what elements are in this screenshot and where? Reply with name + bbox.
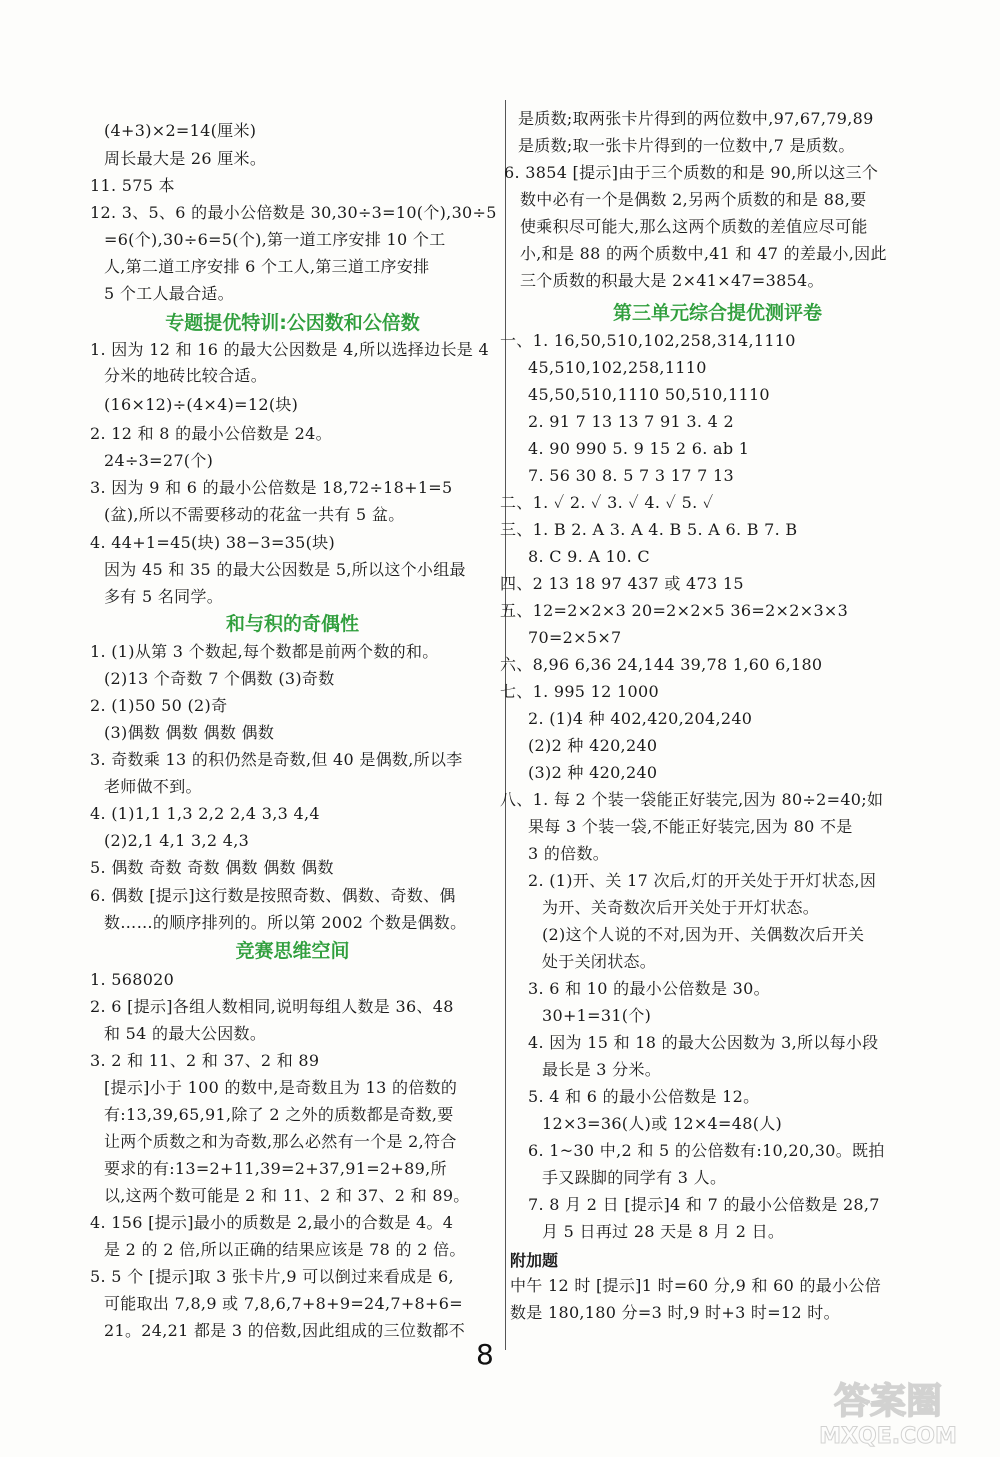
- right-answer-line: 手又跺脚的同学有 3 人。: [542, 1168, 727, 1187]
- left-answer-line: 是 2 的 2 倍,所以正确的结果应该是 78 的 2 倍。: [104, 1240, 466, 1259]
- right-answer-line: 小,和是 88 的两个质数中,41 和 47 的差最小,因此: [520, 244, 887, 263]
- right-answer-line: (2)2 种 420,240: [528, 736, 658, 755]
- right-answer-line: 处于关闭状态。: [542, 952, 657, 971]
- left-answer-line: 4. 156 [提示]最小的质数是 2,最小的合数是 4。4: [90, 1213, 454, 1232]
- right-answer-line: 3. 6 和 10 的最小公倍数是 30。: [528, 979, 770, 998]
- column-divider: [505, 100, 506, 1350]
- right-answer-line: 3 的倍数。: [528, 844, 610, 863]
- right-answer-line: 中午 12 时 [提示]1 时=60 分,9 和 60 的最小公倍: [510, 1276, 882, 1295]
- right-answer-line: 45,510,102,258,1110: [528, 358, 707, 377]
- right-answer-line: 2. (1)4 种 402,420,204,240: [528, 709, 753, 728]
- right-answer-line: 6. 1~30 中,2 和 5 的公倍数有:10,20,30。既拍: [528, 1141, 885, 1160]
- right-answer-line: 三、1. B 2. A 3. A 4. B 5. A 6. B 7. B: [500, 520, 798, 539]
- right-answer-line: 五、12=2×2×3 20=2×2×5 36=2×2×3×3: [500, 601, 849, 620]
- left-answer-line: 分米的地砖比较合适。: [104, 366, 268, 385]
- left-answer-line: 4. 44+1=45(块) 38−3=35(块): [90, 533, 336, 552]
- left-answer-line: 因为 45 和 35 的最大公因数是 5,所以这个小组最: [104, 560, 466, 579]
- right-answer-line: 4. 90 990 5. 9 15 2 6. ab 1: [528, 439, 750, 458]
- section-heading: 和与积的奇偶性: [225, 613, 359, 635]
- right-answer-line: 使乘积尽可能大,那么这两个质数的差值应尽可能: [520, 217, 868, 236]
- right-answer-line: 一、1. 16,50,510,102,258,314,1110: [500, 331, 796, 350]
- watermark-text: 答案圈: [833, 1381, 943, 1422]
- right-answer-line: 5. 4 和 6 的最小公倍数是 12。: [528, 1087, 760, 1106]
- right-answer-line: 是质数;取一张卡片得到的一位数中,7 是质数。: [518, 136, 855, 155]
- left-answer-line: 11. 575 本: [90, 176, 175, 195]
- right-answer-line: 最长是 3 分米。: [542, 1060, 662, 1079]
- left-answer-line: 周长最大是 26 厘米。: [104, 149, 267, 168]
- left-answer-line: [提示]小于 100 的数中,是奇数且为 13 的倍数的: [104, 1078, 458, 1097]
- right-answer-line: 8. C 9. A 10. C: [528, 547, 650, 566]
- left-answer-line: 5. 5 个 [提示]取 3 张卡片,9 可以倒过来看成是 6,: [90, 1267, 454, 1286]
- left-answer-line: 5. 偶数 奇数 奇数 偶数 偶数 偶数: [90, 858, 334, 877]
- left-answer-line: 5 个工人最合适。: [104, 284, 234, 303]
- left-answer-line: 老师做不到。: [104, 777, 202, 796]
- watermark-logo: [788, 1371, 988, 1451]
- right-answer-line: 是质数;取两张卡片得到的两位数中,97,67,79,89: [518, 109, 874, 128]
- right-answer-line: 7. 56 30 8. 5 7 3 17 7 13: [528, 466, 734, 485]
- left-answer-line: 12. 3、5、6 的最小公倍数是 30,30÷3=10(个),30÷5: [90, 203, 497, 222]
- right-answer-line: 三个质数的积最大是 2×41×47=3854。: [520, 271, 824, 290]
- right-answer-line: 果每 3 个装一袋,不能正好装完,因为 80 不是: [528, 817, 853, 836]
- left-answer-line: (2)2,1 4,1 3,2 4,3: [104, 831, 250, 850]
- right-answer-line: 二、1. ✓ 2. ✓ 3. ✓ 4. ✓ 5. ✓: [500, 493, 714, 512]
- section-heading: 专题提优特训:公因数和公倍数: [165, 312, 420, 334]
- left-answer-line: 3. 因为 9 和 6 的最小公倍数是 18,72÷18+1=5: [90, 478, 453, 497]
- section-heading: 竞赛思维空间: [235, 940, 350, 962]
- right-answer-line: 70=2×5×7: [528, 628, 622, 647]
- right-answer-line: 六、8,96 6,36 24,144 39,78 1,60 6,180: [500, 655, 823, 674]
- left-answer-line: 24÷3=27(个): [104, 451, 214, 470]
- right-answer-line: 数中必有一个是偶数 2,另两个质数的和是 88,要: [520, 190, 867, 209]
- right-answer-line: 2. (1)开、关 17 次后,灯的开关处于开灯状态,因: [528, 871, 877, 890]
- left-answer-line: (4+3)×2=14(厘米): [104, 121, 257, 140]
- left-answer-line: 21。24,21 都是 3 的倍数,因此组成的三位数都不: [104, 1321, 466, 1340]
- left-answer-line: 有:13,39,65,91,除了 2 之外的质数都是奇数,要: [104, 1105, 454, 1124]
- left-answer-line: 和 54 的最大公因数。: [104, 1024, 267, 1043]
- right-answer-line: 七、1. 995 12 1000: [500, 682, 659, 701]
- left-answer-line: 2. 12 和 8 的最小公倍数是 24。: [90, 424, 332, 443]
- left-answer-line: 让两个质数之和为奇数,那么必然有一个是 2,符合: [104, 1132, 457, 1151]
- left-answer-line: 可能取出 7,8,9 或 7,8,6,7+8+9=24,7+8+6=: [104, 1294, 463, 1313]
- right-answer-line: 月 5 日再过 28 天是 8 月 2 日。: [542, 1222, 785, 1241]
- right-answer-line: 四、2 13 18 97 437 或 473 15: [500, 574, 744, 593]
- subsection-heading: 附加题: [510, 1251, 559, 1270]
- right-answer-line: 7. 8 月 2 日 [提示]4 和 7 的最小公倍数是 28,7: [528, 1195, 880, 1214]
- right-answer-line: 6. 3854 [提示]由于三个质数的和是 90,所以这三个: [504, 163, 879, 182]
- left-answer-line: 以,这两个数可能是 2 和 11、2 和 37、2 和 89。: [104, 1186, 470, 1205]
- left-answer-line: 1. 568020: [90, 970, 175, 989]
- right-answer-line: 2. 91 7 13 13 7 91 3. 4 2: [528, 412, 734, 431]
- left-answer-line: 2. (1)50 50 (2)奇: [90, 696, 228, 715]
- left-answer-line: 3. 2 和 11、2 和 37、2 和 89: [90, 1051, 320, 1070]
- left-answer-line: 人,第二道工序安排 6 个工人,第三道工序安排: [104, 257, 430, 276]
- left-answer-line: (3)偶数 偶数 偶数 偶数: [104, 723, 275, 742]
- right-answer-line: (3)2 种 420,240: [528, 763, 658, 782]
- left-answer-line: (盆),所以不需要移动的花盆一共有 5 盆。: [104, 505, 405, 524]
- right-answer-line: 为开、关奇数次后开关处于开灯状态。: [542, 898, 820, 917]
- right-answer-line: (2)这个人说的不对,因为开、关偶数次后开关: [542, 925, 865, 944]
- right-answer-line: 12×3=36(人)或 12×4=48(人): [542, 1114, 783, 1133]
- left-answer-line: (16×12)÷(4×4)=12(块): [104, 395, 299, 414]
- left-answer-line: 2. 6 [提示]各组人数相同,说明每组人数是 36、48: [90, 997, 454, 1016]
- left-answer-line: 4. (1)1,1 1,3 2,2 2,4 3,3 4,4: [90, 804, 320, 823]
- left-answer-line: 要求的有:13=2+11,39=2+37,91=2+89,所: [104, 1159, 447, 1178]
- right-answer-line: 数是 180,180 分=3 时,9 时+3 时=12 时。: [510, 1303, 840, 1322]
- page-number: 8: [476, 1338, 494, 1371]
- left-answer-line: 3. 奇数乘 13 的积仍然是奇数,但 40 是偶数,所以李: [90, 750, 463, 769]
- left-answer-line: 多有 5 名同学。: [104, 587, 224, 606]
- right-answer-line: 4. 因为 15 和 18 的最大公因数为 3,所以每小段: [528, 1033, 879, 1052]
- section-heading: 第三单元综合提优测评卷: [612, 302, 822, 324]
- right-answer-line: 八、1. 每 2 个装一袋能正好装完,因为 80÷2=40;如: [500, 790, 884, 809]
- left-answer-line: 1. 因为 12 和 16 的最大公因数是 4,所以选择边长是 4: [90, 340, 489, 359]
- right-answer-line: 45,50,510,1110 50,510,1110: [528, 385, 770, 404]
- left-answer-line: 1. (1)从第 3 个数起,每个数都是前两个数的和。: [90, 642, 439, 661]
- left-answer-line: 数……的顺序排列的。所以第 2002 个数是偶数。: [104, 913, 467, 932]
- left-answer-line: =6(个),30÷6=5(个),第一道工序安排 10 个工: [104, 230, 446, 249]
- watermark-url: MXQE.COM: [819, 1424, 957, 1449]
- left-answer-line: (2)13 个奇数 7 个偶数 (3)奇数: [104, 669, 335, 688]
- right-answer-line: 30+1=31(个): [542, 1006, 652, 1025]
- left-answer-line: 6. 偶数 [提示]这行数是按照奇数、偶数、奇数、偶: [90, 886, 456, 905]
